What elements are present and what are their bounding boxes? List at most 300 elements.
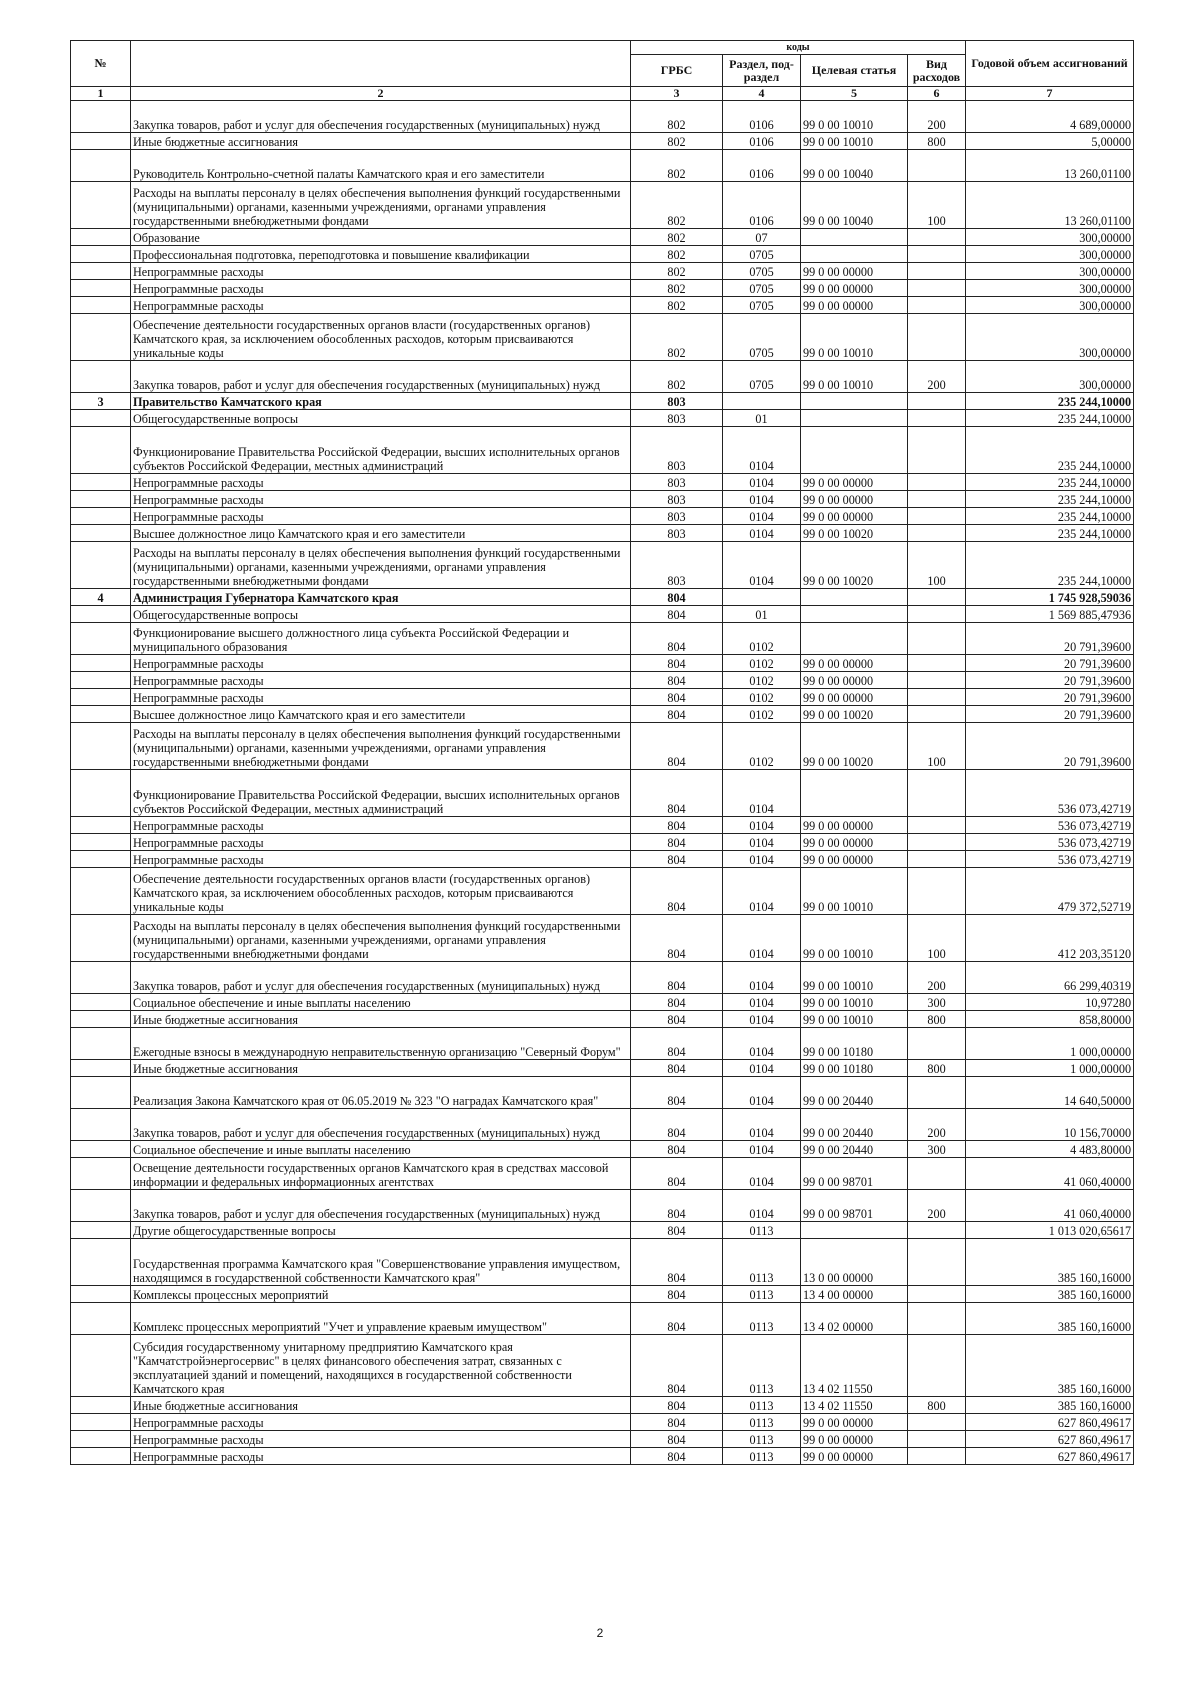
row-celevaya: 99 0 00 98701: [801, 1190, 908, 1222]
table-row: [71, 606, 1134, 623]
row-grbs: 804: [631, 834, 723, 851]
budget-table: [70, 40, 1134, 1465]
table-row: [71, 297, 1134, 314]
row-celevaya: [801, 589, 908, 606]
row-name: Закупка товаров, работ и услуг для обеспечения государственных (муниципальных) нужд: [131, 361, 631, 393]
row-sum: 10,97280: [966, 994, 1134, 1011]
row-vid: [908, 868, 966, 915]
row-name: Ежегодные взносы в международную неправительственную организацию "Северный Форум": [131, 1028, 631, 1060]
row-celevaya: 99 0 00 00000: [801, 1431, 908, 1448]
row-name: Высшее должностное лицо Камчатского края и его заместители: [131, 525, 631, 542]
row-sum: 235 244,10000: [966, 508, 1134, 525]
row-name: Функционирование высшего должностного лица субъекта Российской Федерации и муниципального образования: [131, 623, 631, 655]
table-row: [71, 962, 1134, 994]
table-row: [71, 1011, 1134, 1028]
row-grbs: 804: [631, 1190, 723, 1222]
row-vid: 200: [908, 1109, 966, 1141]
row-vid: [908, 297, 966, 314]
row-number: [71, 1109, 131, 1141]
row-vid: [908, 410, 966, 427]
row-name: Комплекс процессных мероприятий "Учет и управление краевым имуществом": [131, 1303, 631, 1335]
row-vid: 200: [908, 962, 966, 994]
row-sum: 20 791,39600: [966, 672, 1134, 689]
row-celevaya: 99 0 00 00000: [801, 297, 908, 314]
row-sum: 627 860,49617: [966, 1431, 1134, 1448]
row-celevaya: [801, 410, 908, 427]
row-number: [71, 1397, 131, 1414]
row-celevaya: [801, 246, 908, 263]
row-sum: 66 299,40319: [966, 962, 1134, 994]
table-row: [71, 1109, 1134, 1141]
row-celevaya: 99 0 00 10180: [801, 1060, 908, 1077]
row-razdel: 0113: [723, 1397, 801, 1414]
row-name: Социальное обеспечение и иные выплаты населению: [131, 994, 631, 1011]
row-name: Иные бюджетные ассигнования: [131, 1397, 631, 1414]
row-grbs: 802: [631, 246, 723, 263]
table-row: [71, 851, 1134, 868]
row-razdel: 0705: [723, 314, 801, 361]
row-name: Правительство Камчатского края: [131, 393, 631, 410]
row-razdel: 0104: [723, 508, 801, 525]
table-row: [71, 314, 1134, 361]
row-number: [71, 817, 131, 834]
row-razdel: 0102: [723, 672, 801, 689]
table-row: [71, 410, 1134, 427]
col-number: 7: [966, 87, 1134, 101]
table-row: [71, 393, 1134, 410]
row-number: [71, 1028, 131, 1060]
row-grbs: 803: [631, 491, 723, 508]
row-grbs: 804: [631, 1414, 723, 1431]
row-vid: [908, 1431, 966, 1448]
row-number: 3: [71, 393, 131, 410]
header-sum: Годовой объем ассигнований: [966, 41, 1134, 87]
row-celevaya: [801, 770, 908, 817]
row-grbs: 804: [631, 706, 723, 723]
row-celevaya: 99 0 00 10040: [801, 150, 908, 182]
row-razdel: 0104: [723, 868, 801, 915]
row-razdel: 01: [723, 606, 801, 623]
row-razdel: 0102: [723, 655, 801, 672]
col-number: 5: [801, 87, 908, 101]
row-celevaya: 99 0 00 00000: [801, 817, 908, 834]
table-row: [71, 1414, 1134, 1431]
row-sum: 300,00000: [966, 361, 1134, 393]
row-grbs: 802: [631, 314, 723, 361]
row-razdel: 0104: [723, 1028, 801, 1060]
row-number: [71, 706, 131, 723]
row-celevaya: 99 0 00 98701: [801, 1158, 908, 1190]
row-name: Непрограммные расходы: [131, 655, 631, 672]
row-number: [71, 150, 131, 182]
row-razdel: 0104: [723, 770, 801, 817]
row-name: Субсидия государственному унитарному предприятию Камчатского края "Камчатстройэнергосервис" в целях финансового обеспечения затрат, связанных с эксплуатацией зданий и помещений, находящихся в государственной собственности Камчатского края: [131, 1335, 631, 1397]
row-name: Руководитель Контрольно-счетной палаты Камчатского края и его заместители: [131, 150, 631, 182]
row-number: [71, 1158, 131, 1190]
row-razdel: 0104: [723, 1158, 801, 1190]
row-sum: 235 244,10000: [966, 542, 1134, 589]
row-celevaya: 99 0 00 10010: [801, 314, 908, 361]
row-celevaya: 13 0 00 00000: [801, 1239, 908, 1286]
row-celevaya: 99 0 00 00000: [801, 655, 908, 672]
row-razdel: 0104: [723, 1060, 801, 1077]
row-vid: 200: [908, 361, 966, 393]
row-name: Общегосударственные вопросы: [131, 410, 631, 427]
row-celevaya: [801, 393, 908, 410]
row-celevaya: [801, 623, 908, 655]
table-row: [71, 589, 1134, 606]
table-row: [71, 1158, 1134, 1190]
table-row: [71, 1286, 1134, 1303]
table-row: [71, 361, 1134, 393]
row-name: Непрограммные расходы: [131, 280, 631, 297]
row-sum: 300,00000: [966, 314, 1134, 361]
row-sum: 412 203,35120: [966, 915, 1134, 962]
row-vid: 800: [908, 1011, 966, 1028]
col-number: 6: [908, 87, 966, 101]
row-grbs: 804: [631, 606, 723, 623]
table-row: [71, 1190, 1134, 1222]
row-sum: 1 000,00000: [966, 1028, 1134, 1060]
row-sum: 1 745 928,59036: [966, 589, 1134, 606]
row-grbs: 802: [631, 229, 723, 246]
row-grbs: 804: [631, 851, 723, 868]
row-celevaya: 99 0 00 10010: [801, 101, 908, 133]
row-celevaya: 99 0 00 00000: [801, 508, 908, 525]
row-sum: 479 372,52719: [966, 868, 1134, 915]
row-sum: 5,00000: [966, 133, 1134, 150]
row-number: [71, 491, 131, 508]
row-name: Расходы на выплаты персоналу в целях обеспечения выполнения функций государственными (муниципальными) органами, казенными учреждениями, органами управления государственными внебюджетными фондами: [131, 723, 631, 770]
row-grbs: 802: [631, 182, 723, 229]
table-row: [71, 1222, 1134, 1239]
table-row: [71, 1028, 1134, 1060]
table-row: [71, 182, 1134, 229]
table-row: [71, 817, 1134, 834]
row-name: Непрограммные расходы: [131, 672, 631, 689]
row-grbs: 803: [631, 508, 723, 525]
row-number: [71, 361, 131, 393]
row-number: [71, 1060, 131, 1077]
row-name: Непрограммные расходы: [131, 1431, 631, 1448]
row-celevaya: 13 4 02 11550: [801, 1397, 908, 1414]
row-celevaya: 99 0 00 10040: [801, 182, 908, 229]
row-celevaya: 99 0 00 20440: [801, 1141, 908, 1158]
table-row: [71, 246, 1134, 263]
table-row: [71, 1077, 1134, 1109]
row-name: Обеспечение деятельности государственных органов власти (государственных органов) Камчатского края, за исключением обособленных расходов, которым присваиваются уникальные коды: [131, 314, 631, 361]
row-number: [71, 1335, 131, 1397]
row-razdel: 0104: [723, 1011, 801, 1028]
row-vid: [908, 1222, 966, 1239]
row-sum: 235 244,10000: [966, 474, 1134, 491]
row-vid: [908, 689, 966, 706]
row-number: [71, 623, 131, 655]
row-vid: 100: [908, 915, 966, 962]
row-name: Социальное обеспечение и иные выплаты населению: [131, 1141, 631, 1158]
row-sum: 235 244,10000: [966, 491, 1134, 508]
row-number: [71, 508, 131, 525]
row-sum: 4 483,80000: [966, 1141, 1134, 1158]
header-razdel: Раздел, под-раздел: [723, 55, 801, 87]
row-number: [71, 280, 131, 297]
row-number: [71, 133, 131, 150]
row-vid: [908, 474, 966, 491]
row-razdel: 0104: [723, 427, 801, 474]
row-sum: 385 160,16000: [966, 1335, 1134, 1397]
table-row: [71, 263, 1134, 280]
row-sum: 1 000,00000: [966, 1060, 1134, 1077]
row-sum: 300,00000: [966, 263, 1134, 280]
row-name: Закупка товаров, работ и услуг для обеспечения государственных (муниципальных) нужд: [131, 1190, 631, 1222]
row-vid: 800: [908, 133, 966, 150]
row-sum: 300,00000: [966, 280, 1134, 297]
row-celevaya: 13 4 02 11550: [801, 1335, 908, 1397]
row-celevaya: 99 0 00 10020: [801, 525, 908, 542]
row-vid: [908, 427, 966, 474]
row-grbs: 804: [631, 723, 723, 770]
row-grbs: 804: [631, 1303, 723, 1335]
row-vid: [908, 1158, 966, 1190]
table-row: [71, 1239, 1134, 1286]
row-vid: [908, 606, 966, 623]
row-number: [71, 246, 131, 263]
row-celevaya: 13 4 02 00000: [801, 1303, 908, 1335]
row-number: [71, 263, 131, 280]
row-celevaya: 99 0 00 00000: [801, 672, 908, 689]
row-sum: 41 060,40000: [966, 1158, 1134, 1190]
row-grbs: 802: [631, 150, 723, 182]
header-celevaya: Целевая статья: [801, 55, 908, 87]
row-grbs: 804: [631, 655, 723, 672]
row-number: [71, 1431, 131, 1448]
row-grbs: 804: [631, 1222, 723, 1239]
row-razdel: 0104: [723, 525, 801, 542]
header-codes: коды: [631, 41, 966, 55]
row-name: Обеспечение деятельности государственных органов власти (государственных органов) Камчатского края, за исключением обособленных расходов, которым присваиваются уникальные коды: [131, 868, 631, 915]
table-row: [71, 623, 1134, 655]
row-celevaya: 99 0 00 10020: [801, 542, 908, 589]
row-razdel: 0113: [723, 1239, 801, 1286]
row-celevaya: 99 0 00 10020: [801, 706, 908, 723]
row-number: [71, 474, 131, 491]
row-celevaya: 99 0 00 10180: [801, 1028, 908, 1060]
row-razdel: 0705: [723, 297, 801, 314]
row-celevaya: [801, 1222, 908, 1239]
row-vid: [908, 1448, 966, 1465]
row-grbs: 804: [631, 1286, 723, 1303]
row-celevaya: 99 0 00 10010: [801, 915, 908, 962]
row-sum: 20 791,39600: [966, 655, 1134, 672]
table-body: [71, 101, 1134, 1465]
row-name: Непрограммные расходы: [131, 474, 631, 491]
row-razdel: 07: [723, 229, 801, 246]
table-row: [71, 150, 1134, 182]
row-vid: 100: [908, 182, 966, 229]
row-number: [71, 1190, 131, 1222]
row-number: [71, 994, 131, 1011]
page-number: 2: [596, 1626, 604, 1640]
row-razdel: 0104: [723, 834, 801, 851]
row-name: Общегосударственные вопросы: [131, 606, 631, 623]
row-razdel: 01: [723, 410, 801, 427]
header-grbs: ГРБС: [631, 55, 723, 87]
row-vid: [908, 393, 966, 410]
row-vid: [908, 770, 966, 817]
table-row: [71, 491, 1134, 508]
row-razdel: 0104: [723, 962, 801, 994]
table-row: [71, 427, 1134, 474]
row-grbs: 802: [631, 101, 723, 133]
row-grbs: 804: [631, 589, 723, 606]
row-celevaya: 99 0 00 10010: [801, 994, 908, 1011]
row-razdel: 0104: [723, 1141, 801, 1158]
row-razdel: 0705: [723, 263, 801, 280]
row-vid: 300: [908, 994, 966, 1011]
row-razdel: 0102: [723, 623, 801, 655]
row-name: Закупка товаров, работ и услуг для обеспечения государственных (муниципальных) нужд: [131, 101, 631, 133]
row-vid: [908, 1028, 966, 1060]
row-name: Непрограммные расходы: [131, 1448, 631, 1465]
table-row: [71, 1060, 1134, 1077]
row-number: [71, 229, 131, 246]
row-vid: [908, 525, 966, 542]
row-sum: 20 791,39600: [966, 723, 1134, 770]
table-row: [71, 723, 1134, 770]
row-razdel: 0113: [723, 1448, 801, 1465]
row-number: [71, 1286, 131, 1303]
row-number: [71, 542, 131, 589]
row-sum: 627 860,49617: [966, 1448, 1134, 1465]
row-name: Непрограммные расходы: [131, 508, 631, 525]
table-row: [71, 655, 1134, 672]
table-row: [71, 834, 1134, 851]
row-number: [71, 1239, 131, 1286]
row-number: [71, 723, 131, 770]
row-grbs: 804: [631, 1335, 723, 1397]
row-grbs: 802: [631, 361, 723, 393]
row-sum: 20 791,39600: [966, 706, 1134, 723]
row-sum: 300,00000: [966, 246, 1134, 263]
row-name: Непрограммные расходы: [131, 851, 631, 868]
row-grbs: 803: [631, 427, 723, 474]
row-grbs: 804: [631, 868, 723, 915]
row-celevaya: 99 0 00 00000: [801, 280, 908, 297]
row-grbs: 804: [631, 1448, 723, 1465]
row-celevaya: [801, 229, 908, 246]
row-celevaya: 13 4 00 00000: [801, 1286, 908, 1303]
table-row: [71, 101, 1134, 133]
row-sum: 20 791,39600: [966, 689, 1134, 706]
row-name: Расходы на выплаты персоналу в целях обеспечения выполнения функций государственными (муниципальными) органами, казенными учреждениями, органами управления государственными внебюджетными фондами: [131, 542, 631, 589]
row-grbs: 803: [631, 410, 723, 427]
table-row: [71, 689, 1134, 706]
table-row: [71, 280, 1134, 297]
table-row: [71, 474, 1134, 491]
row-grbs: 803: [631, 525, 723, 542]
col-number: 4: [723, 87, 801, 101]
table-row: [71, 508, 1134, 525]
row-number: [71, 1414, 131, 1431]
row-sum: 4 689,00000: [966, 101, 1134, 133]
row-celevaya: 99 0 00 10010: [801, 868, 908, 915]
row-sum: 13 260,01100: [966, 182, 1134, 229]
row-name: Непрограммные расходы: [131, 491, 631, 508]
row-razdel: 0113: [723, 1303, 801, 1335]
table-row: [71, 770, 1134, 817]
row-celevaya: 99 0 00 00000: [801, 689, 908, 706]
row-grbs: 802: [631, 263, 723, 280]
row-sum: 536 073,42719: [966, 817, 1134, 834]
row-sum: 858,80000: [966, 1011, 1134, 1028]
row-name: Комплексы процессных мероприятий: [131, 1286, 631, 1303]
row-razdel: 0104: [723, 474, 801, 491]
row-grbs: 804: [631, 623, 723, 655]
header-vid: Вид расходов: [908, 55, 966, 87]
row-celevaya: 99 0 00 20440: [801, 1109, 908, 1141]
row-name: Расходы на выплаты персоналу в целях обеспечения выполнения функций государственными (муниципальными) органами, казенными учреждениями, органами управления государственными внебюджетными фондами: [131, 915, 631, 962]
header-name: [131, 41, 631, 87]
row-vid: [908, 314, 966, 361]
header-no: №: [71, 41, 131, 87]
row-name: Непрограммные расходы: [131, 297, 631, 314]
table-row: [71, 1397, 1134, 1414]
row-number: [71, 868, 131, 915]
row-celevaya: 99 0 00 00000: [801, 851, 908, 868]
row-celevaya: 99 0 00 00000: [801, 491, 908, 508]
row-vid: [908, 150, 966, 182]
table-row: [71, 672, 1134, 689]
row-number: [71, 689, 131, 706]
row-name: Государственная программа Камчатского края "Совершенствование управления имуществом, находящимся в государственной собственности Камчатского края": [131, 1239, 631, 1286]
row-name: Иные бюджетные ассигнования: [131, 133, 631, 150]
row-celevaya: [801, 606, 908, 623]
row-grbs: 802: [631, 133, 723, 150]
row-vid: 800: [908, 1060, 966, 1077]
row-name: Иные бюджетные ассигнования: [131, 1060, 631, 1077]
row-grbs: 804: [631, 962, 723, 994]
row-grbs: 804: [631, 672, 723, 689]
row-name: Освещение деятельности государственных органов Камчатского края в средствах массовой информации и федеральных информационных агентствах: [131, 1158, 631, 1190]
row-number: [71, 1303, 131, 1335]
row-vid: [908, 851, 966, 868]
row-celevaya: 99 0 00 10010: [801, 133, 908, 150]
row-name: Другие общегосударственные вопросы: [131, 1222, 631, 1239]
row-number: [71, 1077, 131, 1109]
col-number: 2: [131, 87, 631, 101]
table-row: [71, 994, 1134, 1011]
row-grbs: 804: [631, 1077, 723, 1109]
row-grbs: 804: [631, 994, 723, 1011]
row-celevaya: 99 0 00 20440: [801, 1077, 908, 1109]
row-name: Непрограммные расходы: [131, 834, 631, 851]
row-grbs: 804: [631, 1158, 723, 1190]
row-sum: 385 160,16000: [966, 1239, 1134, 1286]
row-razdel: 0705: [723, 246, 801, 263]
row-vid: 800: [908, 1397, 966, 1414]
row-name: Образование: [131, 229, 631, 246]
row-razdel: 0104: [723, 915, 801, 962]
row-vid: 100: [908, 723, 966, 770]
row-celevaya: 99 0 00 10020: [801, 723, 908, 770]
table-row: [71, 1303, 1134, 1335]
row-number: [71, 962, 131, 994]
row-vid: [908, 834, 966, 851]
col-number: 3: [631, 87, 723, 101]
table-row: [71, 868, 1134, 915]
row-razdel: 0104: [723, 1077, 801, 1109]
row-number: [71, 770, 131, 817]
